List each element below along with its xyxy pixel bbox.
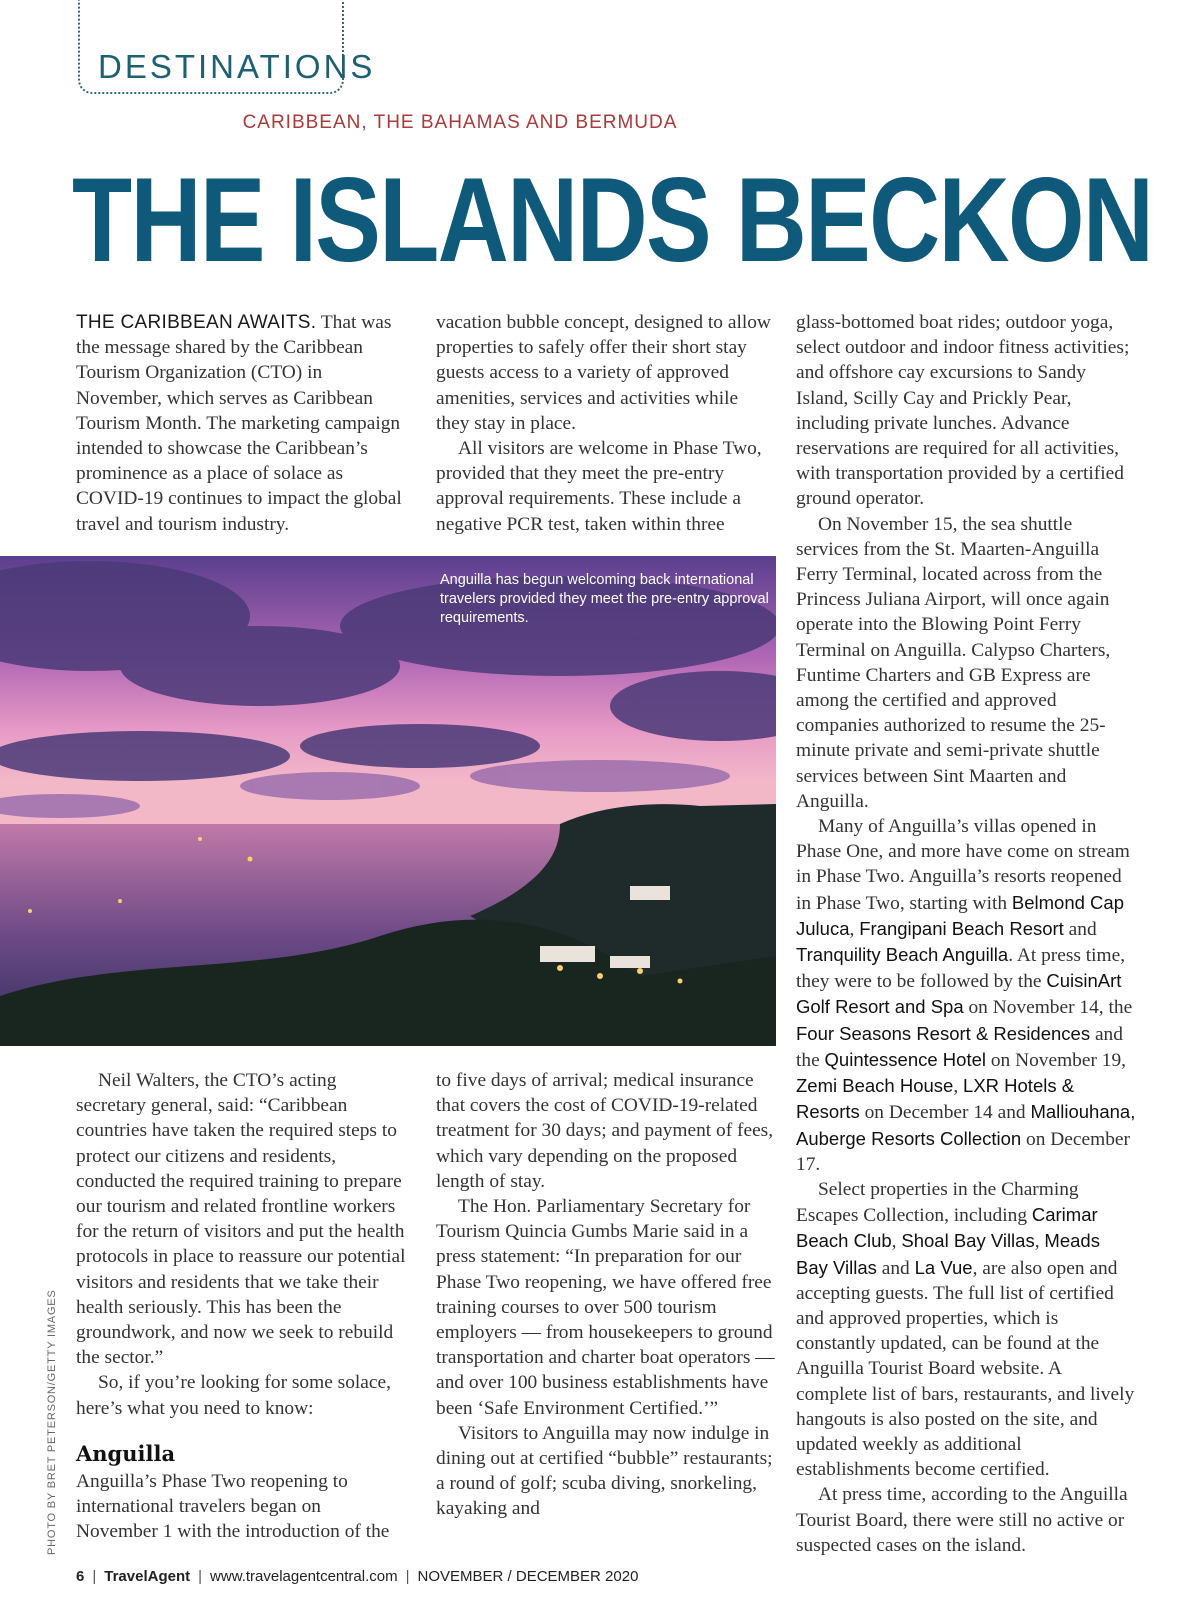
kicker: CARIBBEAN, THE BAHAMAS AND BERMUDA	[242, 112, 678, 133]
text-run: . At press time, they were to be followed by the	[796, 945, 1126, 993]
headline: THE ISLANDS BECKON	[72, 153, 1153, 287]
body-paragraph: All visitors are welcome in Phase Two, provided that they meet the pre-entry approval requirements. These include a negative PCR test, taken within three	[436, 438, 762, 535]
page-number: 6	[76, 1568, 85, 1585]
property-name: Quintessence Hotel	[824, 1048, 986, 1070]
photo-caption: Anguilla has begun welcoming back international travelers provided they meet the pre-entry approval requirements.	[440, 572, 769, 626]
text-run: Many of Anguilla’s villas opened in Phase One, and more have come on stream in Phase Two. Anguilla’s resorts reopened in Phase Two, starting with	[796, 816, 1130, 914]
magazine-brand: TravelAgent	[104, 1568, 191, 1585]
property-name: Carimar Beach Club	[796, 1204, 1098, 1252]
text-run: on December 17.	[796, 1128, 1130, 1175]
resorts-paragraph	[796, 814, 1136, 1177]
footer-separator: |	[198, 1568, 203, 1585]
issue-date: NOVEMBER / DECEMBER 2020	[417, 1568, 639, 1585]
footer-separator: |	[92, 1568, 97, 1585]
column-1-bottom	[76, 1068, 406, 1544]
properties-paragraph	[796, 1177, 1136, 1482]
sunset-bay-photo	[0, 556, 776, 1046]
intro-text: That was the message shared by the Caribbean Tourism Organization (CTO) in November, which serves as Caribbean Tourism Month. The marketing campaign intended to showcase the Caribbean’s prominence as a place of solace as COVID-19 continues to impact the global travel and tourism industry.	[76, 312, 402, 535]
property-name: Four Seasons Resort & Residences	[796, 1022, 1091, 1044]
body-paragraph: vacation bubble concept, designed to allow properties to safely offer their short stay guests access to a variety of approved amenities, services and activities while they stay in place.	[436, 312, 771, 434]
text-run: ,	[953, 1076, 964, 1098]
text-run: Select properties in the Charming Escapes Collection, including	[796, 1178, 1079, 1227]
text-run: ,	[1034, 1231, 1045, 1253]
property-name: Frangipani Beach Resort	[859, 917, 1064, 939]
text-run: ,	[891, 1231, 902, 1253]
intro-lead: THE CARIBBEAN AWAITS.	[76, 312, 317, 333]
intro-column	[76, 310, 406, 537]
property-name: Shoal Bay Villas	[901, 1230, 1035, 1252]
body-paragraph: On November 15, the sea shuttle services from the St. Maarten-Anguilla Ferry Terminal, located across from the Princess Juliana Airport, will once again operate into the Blowing Point Ferry Terminal on Anguilla. Calypso Charters, Funtime Charters and GB Express are among the certified and approved companies authorized to resume the 25-minute private and semi-private shuttle services between Sint Maarten and Anguilla.	[796, 513, 1111, 812]
body-paragraph: Neil Walters, the CTO’s acting secretary general, said: “Caribbean countries have taken the required steps to protect our citizens and residents, conducted the required training to prepare our tourism and related frontline workers for the return of visitors and put the health protocols in place to reassure our potential visitors and residents that we take their health seriously. This has been the groundwork, and now we seek to rebuild the sector.”	[76, 1070, 406, 1369]
text-run: on November 14, the	[963, 997, 1133, 1019]
footer-url[interactable]: www.travelagentcentral.com	[210, 1568, 398, 1585]
property-name: Tranquility Beach Anguilla	[796, 944, 1009, 966]
text-run: and	[1063, 918, 1097, 940]
text-run: and the	[796, 1023, 1123, 1071]
subhead-anguilla: Anguilla	[76, 1440, 176, 1466]
property-name: Belmond Cap Juluca	[796, 891, 1124, 939]
column-3	[796, 310, 1136, 1558]
text-run: , are also open and accepting guests. The full list of certified and approved properties, which is constantly updated, can be found at the Anguilla Tourist Board website. A complete list of bars, restaurants, and lively hangouts is also posted on the site, and updated weekly as additional establishments become certified.	[796, 1257, 1135, 1481]
property-name: Zemi Beach House	[796, 1075, 954, 1097]
body-paragraph: The Hon. Parliamentary Secretary for Tourism Quincia Gumbs Marie said in a press statement: “In preparation for our Phase Two reopening, we have offered free training courses to over 500 tourism employers — from housekeepers to ground transportation and charter boat operators — and over 100 business establishments have been ‘Safe Environment Certified.’”	[436, 1196, 775, 1419]
body-paragraph: At press time, according to the Anguilla Tourist Board, there were still no active or suspected cases on the island.	[796, 1484, 1128, 1556]
page-footer	[76, 1568, 876, 1585]
column-2-top	[436, 310, 776, 537]
property-name: Malliouhana, Auberge Resorts Collection	[796, 1101, 1136, 1149]
text-run: on November 19,	[986, 1049, 1127, 1071]
body-paragraph: So, if you’re looking for some solace, here’s what you need to know:	[76, 1372, 391, 1419]
text-run: ,	[849, 918, 860, 940]
body-paragraph: glass-bottomed boat rides; outdoor yoga, select outdoor and indoor fitness activities; and offshore cay excursions to Sandy Island, Scilly Cay and Prickly Pear, including private lunches. Advance reservations are required for all activities, with transportation provided by a certified ground operator.	[796, 312, 1130, 510]
section-label: DESTINATIONS	[98, 48, 376, 85]
body-paragraph: to five days of arrival; medical insurance that covers the cost of COVID-19-related treatment for 30 days; and payment of fees, which vary depending on the proposed length of stay.	[436, 1070, 774, 1192]
body-paragraph: Visitors to Anguilla may now indulge in dining out at certified “bubble” restaurants; a round of golf; scuba diving, snorkeling, kayaking and	[436, 1422, 773, 1520]
property-name: La Vue	[914, 1256, 973, 1278]
body-paragraph: Anguilla’s Phase Two reopening to international travelers began on November 1 with the introduction of the	[76, 1470, 390, 1543]
text-run: and	[876, 1257, 915, 1279]
property-name: LXR Hotels & Resorts	[796, 1075, 1075, 1123]
intro-paragraph	[76, 310, 406, 537]
column-2-bottom	[436, 1068, 776, 1522]
photo-credit: PHOTO BY BRET PETERSON/GETTY IMAGES	[46, 1289, 58, 1555]
text-run: on December 14 and	[859, 1102, 1031, 1124]
footer-separator: |	[405, 1568, 410, 1585]
property-name: CuisinArt Golf Resort and Spa	[796, 970, 1122, 1018]
property-name: Meads Bay Villas	[796, 1230, 1100, 1278]
